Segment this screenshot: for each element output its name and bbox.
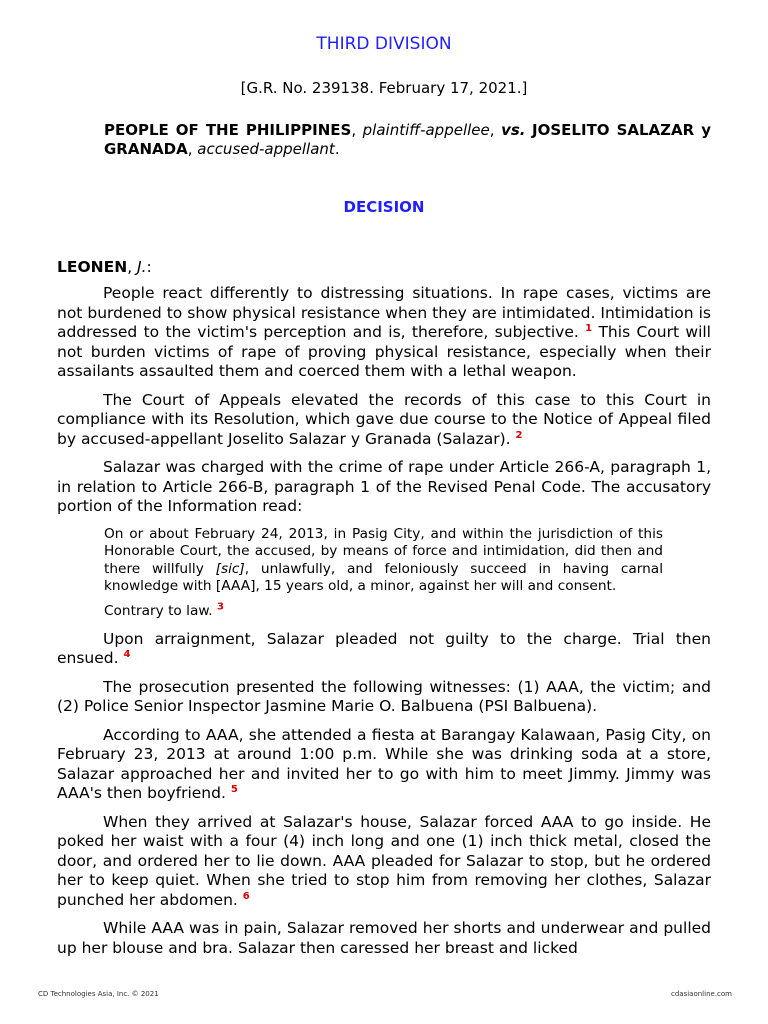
footnote-link[interactable]: 5 <box>230 783 238 795</box>
quote-closing: Contrary to law. $^3$ <box>104 600 224 619</box>
case-number: [G.R. No. 239138. February 17, 2021.] <box>240 79 528 97</box>
paragraph: While AAA was in pain, Salazar removed her shorts and underwear and pulled up her blouse and bra. Salazar then caressed her breast and licked <box>57 919 711 957</box>
versus: vs. <box>501 121 526 139</box>
division-heading: THIRD DIVISION <box>316 34 452 54</box>
ponente-name: LEONEN <box>57 258 128 276</box>
decision-body <box>57 284 711 967</box>
paragraph: People react differently to distressing situations. In rape cases, victims are not burdened to show physical resistance when they are intimidated. Intimidation is addressed to the victim's perception and is, therefore, subjective. $^1$ This Court will not burden victims of rape of proving physical resistance, especially when their assailants assaulted them and coerced them with a lethal weapon. <box>57 284 711 380</box>
footnote-link[interactable]: 2 <box>515 429 523 441</box>
footnote-link[interactable]: 1 <box>585 322 593 334</box>
paragraph: According to AAA, she attended a fiesta at Barangay Kalawaan, Pasig City, on February 23, 2013 at around 1:00 p.m. While she was drinking soda at a store, Salazar approached her and invited her to go with him to meet Jimmy. Jimmy was AAA's then boyfriend. $^5$ <box>57 725 711 802</box>
ponente: LEONEN, J.: <box>57 258 152 276</box>
paragraph: When they arrived at Salazar's house, Salazar forced AAA to go inside. He poked her waist with a four (4) inch long and one (1) inch thick metal, closed the door, and ordered her to lie down. AAA pleaded for Salazar to stop, but he ordered her to keep quiet. When she tried to stop him from removing her clothes, Salazar punched her abdomen. $^6$ <box>57 812 711 909</box>
appellee-name: PEOPLE OF THE PHILIPPINES <box>104 121 352 139</box>
footer-copyright: CD Technologies Asia, Inc. © 2021 <box>38 990 159 998</box>
paragraph: Upon arraignment, Salazar pleaded not guilty to the charge. Trial then ensued. $^4$ <box>57 629 711 667</box>
footnote-link[interactable]: 4 <box>123 648 131 660</box>
paragraph: Salazar was charged with the crime of rape under Article 266-A, paragraph 1, in relation to Article 266-B, paragraph 1 of the Revised Penal Code. The accusatory portion of the Information read: <box>57 458 711 515</box>
paragraph: The Court of Appeals elevated the records of this case to this Court in compliance with its Resolution, which gave due course to the Notice of Appeal filed by accused-appellant Joselito Salazar y Granada (Salazar). $^2$ <box>57 390 711 448</box>
case-parties: PEOPLE OF THE PHILIPPINES, plaintiff-appellee, vs. JOSELITO SALAZAR y GRANADA, accused-appellant. <box>104 121 711 158</box>
information-quote: On or about February 24, 2013, in Pasig City, and within the jurisdiction of this Honorable Court, the accused, by means of force and intimidation, did then and there willfully [sic], unlawfully, and feloniously succeed in having carnal knowledge with [AAA], 15 years old, a minor, against her will and consent. <box>104 525 663 594</box>
appellant-role: accused-appellant <box>197 140 335 158</box>
footer-site: cdasiaonline.com <box>671 990 732 998</box>
paragraph: The prosecution presented the following witnesses: (1) AAA, the victim; and (2) Police Senior Inspector Jasmine Marie O. Balbuena (PSI Balbuena). <box>57 677 711 715</box>
appellee-role: plaintiff-appellee <box>362 121 490 139</box>
ponente-title: J. <box>137 258 147 276</box>
decision-heading: DECISION <box>343 198 425 216</box>
footnote-link[interactable]: 3 <box>217 600 224 612</box>
footnote-link[interactable]: 6 <box>242 890 250 902</box>
appellant-name: JOSELITO SALAZAR y GRANADA <box>104 121 711 158</box>
